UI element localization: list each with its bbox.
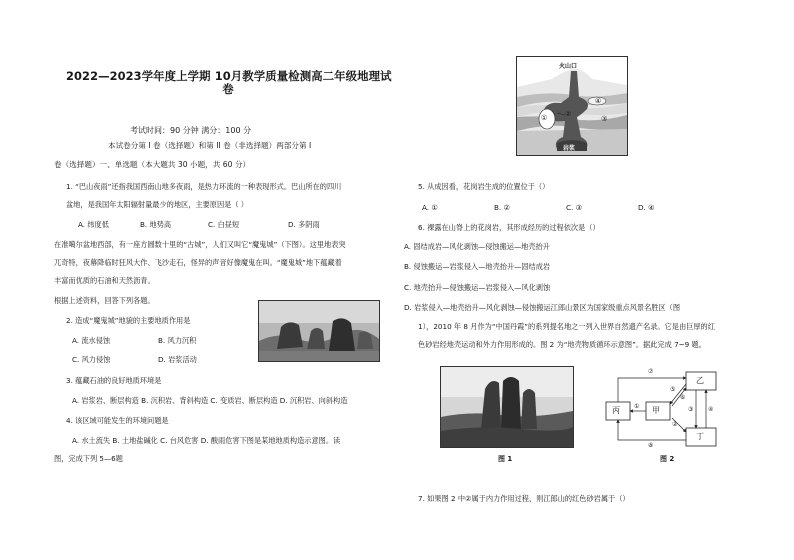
q5-stem: 5. 从成因看，花岗岩生成的位置位于（） (418, 182, 550, 191)
q2-option-b[interactable]: B. 风力沉积 (158, 336, 197, 345)
node-ding: 丁 (696, 432, 704, 441)
q3-stem: 3. 蕴藏石油的良好地质环境是 (66, 376, 162, 385)
q6-stem: 6. 裸露在山脊上的花岗岩，其形成经历的过程依次是（） (418, 223, 600, 232)
exam-title-continued: 卷 (222, 82, 234, 96)
arrow-label-3: ③ (688, 406, 694, 413)
arrow-label-2: ② (672, 421, 678, 428)
passage-jianglang-1: 1），2010 年 8 月作为“中国丹霞”的系列提名地之一列入世界自然遗产名录。它是由巨厚的红 (418, 322, 715, 331)
arrow-label-4: ④ (708, 406, 714, 413)
q1-options (78, 220, 320, 230)
q2-options-row-2 (72, 355, 197, 365)
label-magma: 岩浆 (563, 145, 576, 152)
intro-line-1: 本试卷分第 I 卷（选择题）和第 II 卷（非选择题）两部分第 I (108, 141, 312, 150)
q4-stem: 4. 该区域可能发生的环境问题是 (66, 416, 169, 425)
right-column (404, 0, 752, 560)
passage-jianglang-2: 色砂岩经地壳运动和外力作用形成的。图 2 为“地壳物质循环示意图”。据此完成 7~9 题。 (418, 340, 706, 349)
q4-options-continued: 图，完成下列 5—6题 (54, 454, 123, 463)
q6-option-d[interactable]: D. 岩浆侵入—地壳抬升—风化剥蚀—侵蚀搬运江郎山景区为国家级重点风景名胜区（图 (404, 303, 681, 312)
devil-city-photo (258, 300, 380, 362)
q2-options-row-1 (72, 336, 196, 346)
arrow-label-8: ⑧ (648, 442, 654, 449)
q2-option-c[interactable]: C. 风力侵蚀 (72, 355, 111, 364)
exam-title: 2022—2023学年度上学期 10月教学质量检测高二年级地理试 (66, 69, 392, 83)
passage-after: 根据上述资料，回答下列各题。 (54, 296, 155, 305)
left-column (52, 0, 404, 560)
q4-options[interactable]: A. 水土流失 B. 土地盐碱化 C. 台风危害 D. 酸雨危害下图是某地地质构造示意图。读 (72, 436, 341, 445)
q6-option-a[interactable]: A. 固结成岩—风化剥蚀—侵蚀搬运—地壳抬升 (404, 242, 550, 251)
node-jia: 甲 (652, 406, 660, 415)
label-2: ② (565, 110, 572, 118)
q6-option-b[interactable]: B. 侵蚀搬运—岩浆侵入—地壳抬升—固结成岩 (404, 262, 551, 271)
figure-1-caption: 图 1 (498, 455, 513, 463)
q6-option-c[interactable]: C. 地壳抬升—侵蚀搬运—岩浆侵入—风化剥蚀 (404, 283, 551, 292)
exam-info: 考试时间：90 分钟 满分：100 分 (130, 126, 252, 135)
q2-option-d[interactable]: D. 岩浆活动 (158, 355, 197, 364)
q1-option-d[interactable]: D. 多阴雨 (288, 220, 320, 229)
jianglang-mountain-photo (440, 366, 574, 448)
q2-stem: 2. 造成“魔鬼城”地貌的主要地质作用是 (66, 316, 191, 325)
arrow-label-6: ⑥ (680, 394, 686, 401)
passage-line-3: 丰富而优质的石油和天然沥青。 (54, 276, 155, 285)
q1-line-1: 1. “巴山夜雨”还指我国西南山地多夜雨，是热力环流的一种表现形式。巴山所在的四川 (66, 182, 342, 191)
rock-cycle-diagram (602, 366, 742, 454)
passage-line-2: 兀奇特，夜幕降临时狂风大作、飞沙走石，怪异的声音好像魔鬼在叫。“魔鬼城”地下蕴藏着 (54, 258, 342, 267)
q1-option-b[interactable]: B. 地势高 (140, 220, 172, 229)
q2-option-a[interactable]: A. 流水侵蚀 (72, 336, 111, 345)
volcano-cross-section-diagram (516, 56, 628, 156)
q1-option-c[interactable]: C. 白昼短 (208, 220, 240, 229)
q5-option-b[interactable]: B. ② (494, 203, 510, 212)
label-3: ③ (601, 115, 608, 123)
q1-option-a[interactable]: A. 纬度低 (78, 220, 109, 229)
arrow-label-7: ⑦ (648, 368, 654, 375)
q5-options (422, 203, 655, 213)
arrow-label-1: ① (634, 403, 640, 410)
passage-line-1: 在准噶尔盆地西部，有一座方圆数十里的“古城”，人们又叫它“魔鬼城”（下图）。这里地表突 (54, 240, 346, 249)
q1-line-2: 盆地，是我国年太阳辐射量最少的地区，主要原因是（ ） (66, 200, 248, 209)
q5-option-a[interactable]: A. ① (422, 203, 438, 212)
figure-2-caption: 图 2 (660, 455, 675, 463)
label-4: ④ (595, 97, 602, 105)
node-bing: 丙 (612, 406, 620, 415)
intro-line-2: 卷（选择题）一、单选题（本大题共 30 小题，共 60 分） (54, 160, 251, 169)
q3-options[interactable]: A. 岩浆岩、断层构造 B. 沉积岩、背斜构造 C. 变质岩、断层构造 D. 沉积岩、向斜构造 (72, 396, 348, 405)
arrow-label-5: ⑤ (670, 386, 676, 393)
label-1: ① (541, 114, 548, 122)
label-crater: 火山口 (559, 63, 578, 70)
q5-option-c[interactable]: C. ③ (566, 203, 583, 212)
q7-stem: 7. 如果图 2 中②属于内力作用过程，则江郎山的红色砂岩属于（） (418, 494, 630, 503)
q5-option-d[interactable]: D. ④ (638, 203, 655, 212)
node-yi: 乙 (696, 376, 704, 385)
